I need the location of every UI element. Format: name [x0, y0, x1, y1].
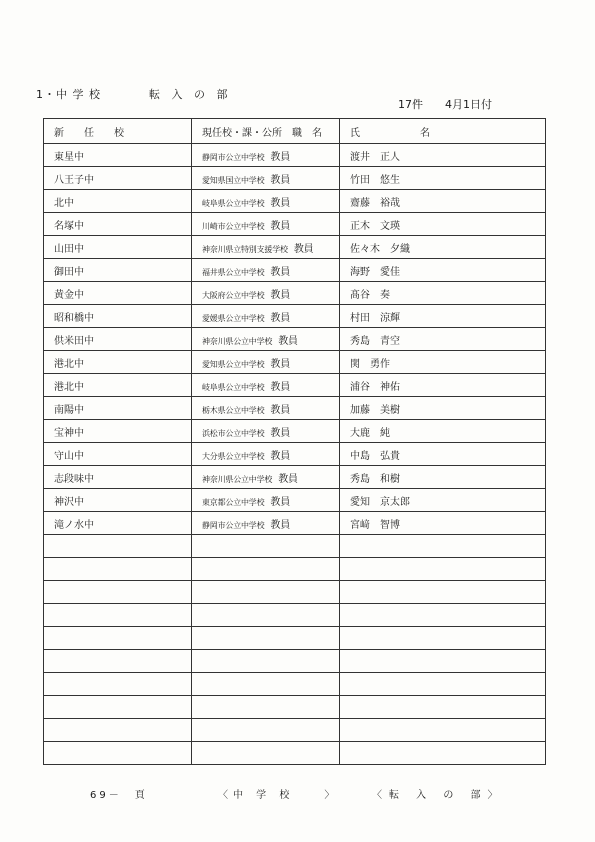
- current-school: 愛知県国立中学校: [202, 175, 265, 185]
- current-school: 神奈川県公立中学校: [202, 474, 273, 484]
- table-row: [44, 167, 546, 190]
- empty-table-row: [44, 742, 546, 765]
- current-school: 岐阜県公立中学校: [202, 382, 265, 392]
- current-post-cell: [192, 190, 340, 213]
- person-name-cell: 竹田 悠生: [340, 167, 546, 190]
- current-post-cell: [192, 397, 340, 420]
- current-school: 静岡市公立中学校: [202, 520, 265, 530]
- new-school-cell: 守山中: [44, 443, 192, 466]
- current-school: 大阪府公立中学校: [202, 290, 265, 300]
- current-school: 栃木県公立中学校: [202, 405, 265, 415]
- record-count: 17件: [398, 98, 423, 111]
- current-post-cell: [192, 236, 340, 259]
- person-name-cell: 髙谷 奏: [340, 282, 546, 305]
- new-school-cell: 山田中: [44, 236, 192, 259]
- table-row: [44, 144, 546, 167]
- current-school: 岐阜県公立中学校: [202, 198, 265, 208]
- effective-date: 4月1日付: [445, 98, 492, 111]
- job-title: 教員: [278, 335, 298, 347]
- table-row: [44, 489, 546, 512]
- job-title: 教員: [270, 427, 291, 439]
- job-title: 教員: [270, 312, 291, 324]
- person-name-cell: 正木 文瑛: [340, 213, 546, 236]
- person-name-cell: 大鹿 純: [340, 420, 546, 443]
- current-post-cell: [192, 489, 340, 512]
- new-school-cell: 北中: [44, 190, 192, 213]
- current-school: 福井県公立中学校: [202, 267, 265, 277]
- person-name-cell: 秀島 青空: [340, 328, 546, 351]
- table-row: [44, 351, 546, 374]
- empty-table-row: [44, 535, 546, 558]
- job-title: 教員: [270, 266, 291, 278]
- person-name-cell: 宮﨑 智博: [340, 512, 546, 535]
- job-title: 教員: [270, 381, 291, 393]
- person-name-cell: 村田 涼輝: [340, 305, 546, 328]
- category-label: 1・中 学 校: [36, 88, 101, 101]
- person-name-cell: 佐々木 夕織: [340, 236, 546, 259]
- new-school-cell: 供米田中: [44, 328, 192, 351]
- person-name-cell: 秀島 和樹: [340, 466, 546, 489]
- current-post-cell: [192, 282, 340, 305]
- person-name-cell: 関 勇作: [340, 351, 546, 374]
- person-name-cell: 海野 愛佳: [340, 259, 546, 282]
- current-post-cell: [192, 259, 340, 282]
- table-row: [44, 305, 546, 328]
- current-post-cell: [192, 420, 340, 443]
- column-header-new-school: 新 任 校: [44, 119, 192, 144]
- job-title: 教員: [270, 496, 291, 508]
- column-header-name: 氏 名: [340, 119, 546, 144]
- new-school-cell: 黄金中: [44, 282, 192, 305]
- current-post-cell: [192, 443, 340, 466]
- current-post-cell: [192, 351, 340, 374]
- transfer-table: [43, 118, 546, 765]
- new-school-cell: 南陽中: [44, 397, 192, 420]
- document-header-right: [398, 96, 492, 112]
- current-post-cell: [192, 167, 340, 190]
- table-row: [44, 213, 546, 236]
- person-name-cell: 加藤 美樹: [340, 397, 546, 420]
- table-row: [44, 397, 546, 420]
- new-school-cell: 港北中: [44, 374, 192, 397]
- person-name-cell: 中島 弘貴: [340, 443, 546, 466]
- new-school-cell: 志段味中: [44, 466, 192, 489]
- current-post-cell: [192, 213, 340, 236]
- new-school-cell: 神沢中: [44, 489, 192, 512]
- table-row: [44, 328, 546, 351]
- empty-table-row: [44, 719, 546, 742]
- empty-table-row: [44, 650, 546, 673]
- current-school: 川崎市公立中学校: [202, 221, 265, 231]
- current-post-cell: [192, 374, 340, 397]
- current-school: 愛知県公立中学校: [202, 359, 265, 369]
- job-title: 教員: [270, 197, 291, 209]
- job-title: 教員: [270, 220, 291, 232]
- new-school-cell: 東星中: [44, 144, 192, 167]
- current-school: 静岡市公立中学校: [202, 152, 265, 162]
- column-header-current-post: 現任校・課・公所 職 名: [192, 119, 340, 144]
- job-title: 教員: [270, 358, 291, 370]
- job-title: 教員: [270, 450, 291, 462]
- current-post-cell: [192, 305, 340, 328]
- document-header-left: [36, 86, 232, 102]
- new-school-cell: 滝ノ水中: [44, 512, 192, 535]
- current-school: 愛媛県公立中学校: [202, 313, 265, 323]
- footer-section: 〈転 入 の 部〉: [372, 790, 505, 801]
- section-label: 転 入 の 部: [149, 88, 232, 101]
- current-school: 東京都公立中学校: [202, 497, 265, 507]
- job-title: 教員: [270, 404, 291, 416]
- empty-table-row: [44, 581, 546, 604]
- table-row: [44, 236, 546, 259]
- job-title: 教員: [293, 243, 314, 255]
- empty-table-row: [44, 627, 546, 650]
- current-school: 浜松市公立中学校: [202, 428, 265, 438]
- table-row: [44, 420, 546, 443]
- person-name-cell: 愛知 京太郎: [340, 489, 546, 512]
- new-school-cell: 名塚中: [44, 213, 192, 236]
- person-name-cell: 渡井 正人: [340, 144, 546, 167]
- job-title: 教員: [270, 519, 291, 531]
- new-school-cell: 御田中: [44, 259, 192, 282]
- table-row: [44, 512, 546, 535]
- person-name-cell: 浦谷 神佑: [340, 374, 546, 397]
- table-row: [44, 466, 546, 489]
- job-title: 教員: [270, 151, 291, 163]
- table-row: [44, 190, 546, 213]
- current-post-cell: [192, 328, 340, 351]
- new-school-cell: 八王子中: [44, 167, 192, 190]
- current-school: 神奈川県公立中学校: [202, 336, 273, 346]
- table-row: [44, 443, 546, 466]
- current-post-cell: [192, 144, 340, 167]
- current-post-cell: [192, 466, 340, 489]
- footer-school-type: 〈中 学 校 〉: [218, 790, 340, 801]
- empty-table-row: [44, 604, 546, 627]
- table-row: [44, 282, 546, 305]
- new-school-cell: 宝神中: [44, 420, 192, 443]
- empty-table-row: [44, 558, 546, 581]
- current-post-cell: [192, 512, 340, 535]
- job-title: 教員: [270, 289, 291, 301]
- new-school-cell: 昭和橋中: [44, 305, 192, 328]
- footer-page-number: 69－ 頁: [90, 790, 148, 801]
- empty-table-row: [44, 673, 546, 696]
- job-title: 教員: [278, 473, 298, 485]
- table-row: [44, 374, 546, 397]
- table-row: [44, 259, 546, 282]
- empty-table-row: [44, 696, 546, 719]
- job-title: 教員: [270, 174, 291, 186]
- person-name-cell: 齋藤 裕哉: [340, 190, 546, 213]
- table-header-row: [44, 119, 546, 144]
- current-school: 大分県公立中学校: [202, 451, 265, 461]
- current-school: 神奈川県立特別支援学校: [202, 244, 288, 254]
- table-body: [44, 144, 546, 765]
- new-school-cell: 港北中: [44, 351, 192, 374]
